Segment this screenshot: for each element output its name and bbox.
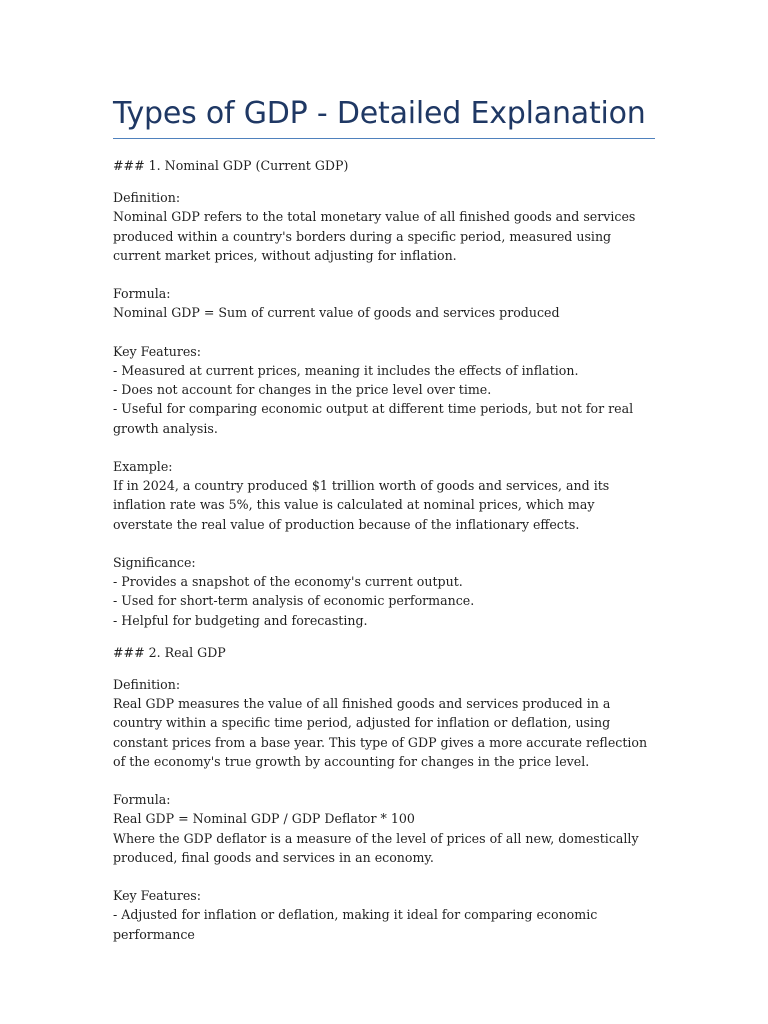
section1-formula-text: Nominal GDP = Sum of current value of goods and services produced <box>113 305 560 321</box>
section1-feature-item: - Measured at current prices, meaning it includes the effects of inflation. <box>113 363 579 378</box>
section2-definition-label: Definition: <box>113 677 181 693</box>
document-title: Types of GDP - Detailed Explanation <box>113 96 646 131</box>
section1-example-text: If in 2024, a country produced $1 trillion worth of goods and services, and its inflation rate was 5%, this value is calculated at nominal prices, which may overstate the real value of production because of the inflationary effects. <box>113 478 614 532</box>
section1-formula-label: Formula: <box>113 286 171 302</box>
section1-feature-item: - Useful for comparing economic output at different time periods, but not for real growth analysis. <box>113 401 638 436</box>
section2-formula-note: Where the GDP deflator is a measure of the level of prices of all new, domestically produced, final goods and services in an economy. <box>113 830 643 865</box>
section1-significance-item: - Used for short-term analysis of economic performance. <box>113 593 475 609</box>
section2-formula-text: Real GDP = Nominal GDP / GDP Deflator * 100 <box>113 811 415 827</box>
section1-definition-label: Definition: <box>113 190 181 206</box>
section1-significance-item: - Provides a snapshot of the economy's current output. <box>113 574 463 590</box>
section1-significance-label: Significance: <box>113 555 196 570</box>
section2-definition-text: Real GDP measures the value of all finished goods and services produced in a country within a specific time period, adjusted for inflation or deflation, using constant prices from a base year. This type of GDP gives a more accurate reflection of the economy's true growth by accounting for changes in the price level. <box>113 696 652 769</box>
section1-definition-text: Nominal GDP refers to the total monetary value of all finished goods and services produced within a country's borders during a specific period, measured using current market prices, without adjusting for inflation. <box>113 209 640 263</box>
section1-heading: ### 1. Nominal GDP (Current GDP) <box>113 158 349 173</box>
section2-feature-item: - Adjusted for inflation or deflation, making it ideal for comparing economic performance <box>113 907 602 942</box>
section2-heading: ### 2. Real GDP <box>113 644 226 660</box>
document-body <box>113 156 658 944</box>
section1-feature-item: - Does not account for changes in the price level over time. <box>113 382 492 398</box>
section1-example-label: Example: <box>113 459 173 474</box>
section2-formula-label: Formula: <box>113 792 171 808</box>
section2-features-label: Key Features: <box>113 888 202 904</box>
section1-features-label: Key Features: <box>113 343 202 359</box>
section1-significance-item: - Helpful for budgeting and forecasting. <box>113 612 368 628</box>
title-underline <box>113 138 655 139</box>
